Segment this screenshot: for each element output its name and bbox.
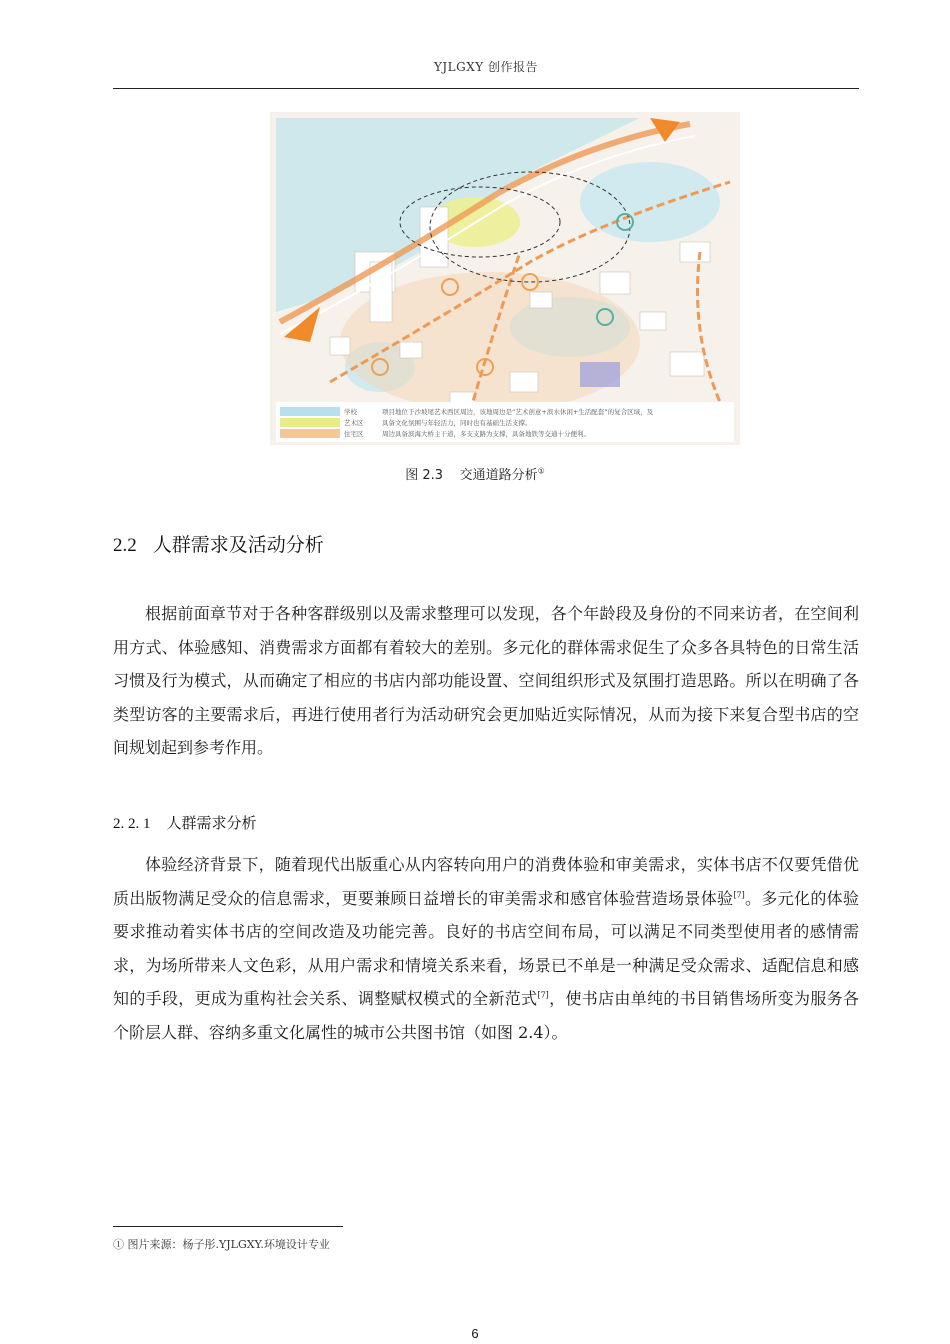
traffic-map-illustration: [270, 112, 740, 445]
page-number: 6: [471, 1326, 479, 1341]
legend-label-school: 学校: [344, 408, 357, 416]
section-heading: [113, 530, 324, 557]
traffic-analysis-figure: [270, 112, 740, 445]
legend-note-1: 项目地位于沙坡尾艺术西区周边，该地周边是“艺术创意+滨水休闲+生活配套”的复合区域，及: [382, 408, 654, 416]
body-paragraph-1: 根据前面章节对于各种客群级别以及需求整理可以发现，各个年龄段及身份的不同来访者，在空间利用方式、体验感知、消费需求方面都有着较大的差别。多元化的群体需求促生了众多各具特色的日常生活习惯及行为模式，从而确定了相应的书店内部功能设置、空间组织形式及氛围打造思路。所以在明确了各类型访客的主要需求后，再进行使用者行为活动研究会更加贴近实际情况，从而为接下来复合型书店的空间规划起到参考作用。: [113, 604, 859, 757]
body-paragraph-2: [113, 848, 859, 1049]
subsection-title: 人群需求分析: [166, 814, 257, 832]
footnote-mark: ①: [113, 1238, 124, 1251]
legend-label-art: 艺术区: [344, 419, 364, 427]
paragraph2-part2: 。多元化的体验要求推动着实体书店的空间改造及功能完善。良好的书店空间布局，可以满足不同类型使用者的感情需求，为场所带来人文色彩，从用户需求和情境关系来看，场景已不单是一种满足受众需求、适配信息和感知的手段，更成为重构社会关系、调整赋权模式的全新范式: [113, 888, 859, 1008]
figure-caption: [0, 464, 950, 483]
section-number: 2.2: [113, 535, 137, 556]
header-rule: [113, 88, 859, 89]
section-title: 人群需求及活动分析: [152, 534, 324, 556]
footnote-text: 图片来源：杨子彤.YJLGXY.环境设计专业: [127, 1238, 330, 1251]
caption-footnote-mark: ①: [537, 466, 545, 476]
paragraph2-part3: ，使书店由单纯的书目销售场所变为服务各个阶层人群、容纳多重文化属性的城市公共图书馆（如图 2.4）。: [113, 989, 859, 1042]
legend-note-3: 周边具备滨海大桥主干道，多支支路为支撑，具备地铁等交通十分便利。: [382, 430, 590, 438]
footnote-rule: [113, 1226, 343, 1227]
legend-label-residential: 住宅区: [344, 430, 364, 438]
subsection-heading: [113, 812, 257, 833]
caption-title: 交通道路分析: [459, 468, 538, 483]
subsection-number: 2. 2. 1: [113, 816, 151, 832]
caption-label: 图 2.3: [405, 468, 444, 483]
running-header: YJLGXY 创作报告: [433, 60, 539, 74]
citation-ref-2: [7]: [537, 990, 549, 1000]
citation-ref-1: [7]: [733, 890, 745, 900]
footnote: [113, 1236, 330, 1252]
paragraph2-part1: 体验经济背景下，随着现代出版重心从内容转向用户的消费体验和审美需求，实体书店不仅要凭借优质出版物满足受众的信息需求，更要兼顾日益增长的审美需求和感官体验营造场景体验: [113, 855, 859, 908]
legend-note-2: 具备文化氛围与年轻活力，同时也有基础生活支撑。: [382, 419, 532, 427]
